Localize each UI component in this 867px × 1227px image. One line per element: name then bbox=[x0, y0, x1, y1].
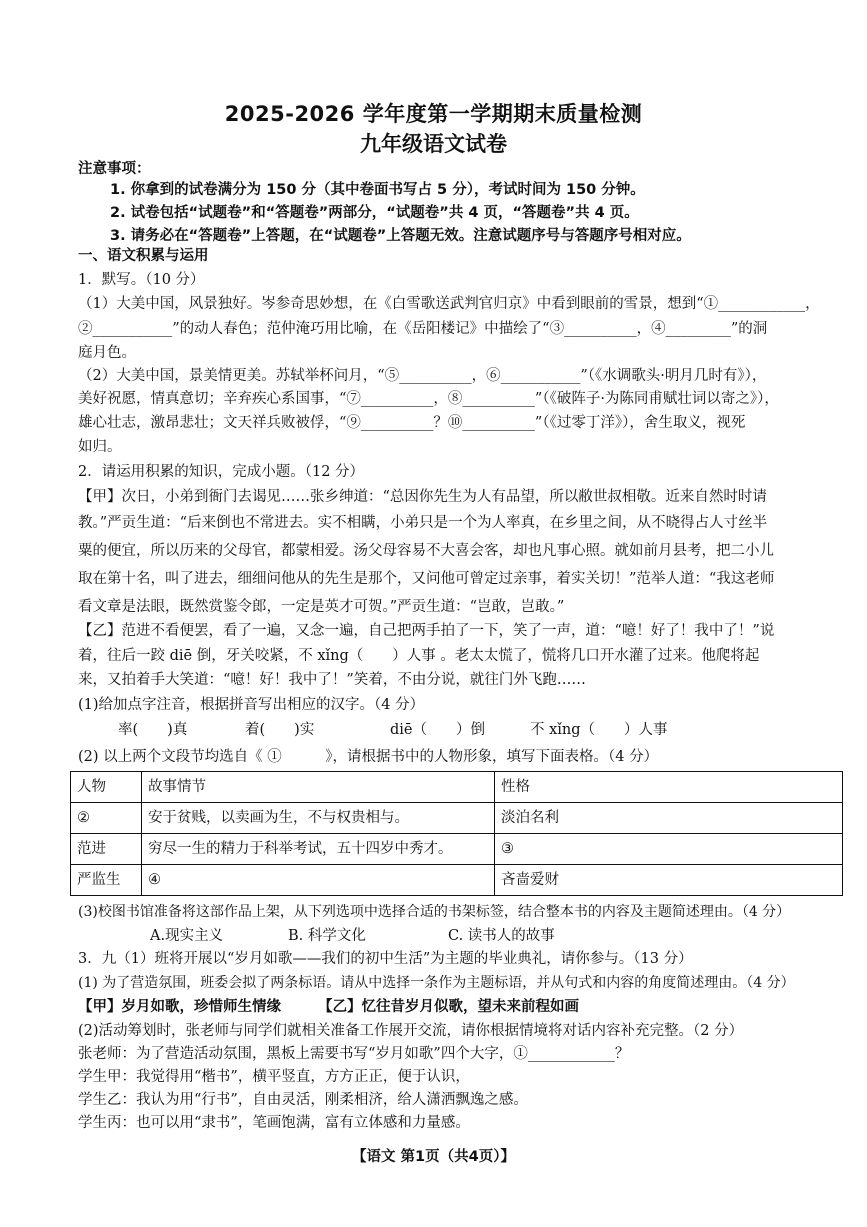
table-header-cell: 性格 bbox=[495, 772, 843, 803]
pinyin-item: 着( )实 bbox=[245, 722, 315, 738]
passage-line: 取在第十名，叫了进去，细细问他从的先生是那个，又问他可曾定过亲事，着实关切！”范举人道：“我这老师 bbox=[78, 571, 775, 587]
dialogue-line: 学生丙：也可以用“隶书”，笔画饱满，富有立体感和力量感。 bbox=[78, 1115, 470, 1131]
passage-line: 来，又拍着手大笑道：“噫！好！我中了！”笑着，不由分说，就往门外飞跑…… bbox=[78, 672, 586, 688]
option-item: A.现实主义 bbox=[150, 928, 224, 944]
table-cell: 范进 bbox=[71, 834, 142, 865]
table-cell: ④ bbox=[142, 865, 495, 896]
table-cell: 淡泊名利 bbox=[495, 803, 843, 834]
slogan-item: 【甲】岁月如歌，珍惜师生情缘 bbox=[78, 998, 281, 1015]
exam-subtitle: 九年级语文试卷 bbox=[360, 132, 507, 156]
dialogue-line: 张老师：为了营造活动氛围，黑板上需要书写“岁月如歌”四个大字，①____________？ bbox=[78, 1046, 630, 1062]
character-table bbox=[70, 771, 843, 896]
passage-line: 着，往后一跤 diē 倒，牙关咬紧，不 xǐng（ ）人事 。老太太慌了，慌将几口开水灌了过来。他爬将起 bbox=[78, 648, 760, 664]
page-footer: 【语文 第1页（共4页）】 bbox=[352, 1149, 515, 1165]
dialogue-line: 学生甲：我觉得用“楷书”，横平竖直，方方正正，便于认识， bbox=[78, 1069, 470, 1085]
option-item: B. 科学文化 bbox=[288, 928, 366, 944]
dialogue-line: 学生乙：我认为用“行书”，自由灵活，刚柔相济，给人潇洒飘逸之感。 bbox=[78, 1092, 528, 1108]
table-cell: ③ bbox=[495, 834, 843, 865]
pinyin-item: diē（ ）倒 bbox=[390, 722, 486, 738]
exam-title: 2025-2026 学年度第一学期期末质量检测 bbox=[224, 102, 643, 126]
question-line: 庭月色。 bbox=[78, 345, 136, 361]
subquestion: (3)校图书馆准备将这部作品上架，从下列选项中选择合适的书架标签，结合整本书的内容及主题简述理由。（4 分） bbox=[78, 904, 791, 920]
passage-line: 【乙】范进不看便罢，看了一遍，又念一遍，自己把两手拍了一下，笑了一声，道：“噫！好了！我中了！”说 bbox=[78, 623, 775, 639]
question-line: （2）大美中国，景美情更美。苏轼举杯问月，“⑤__________，⑥___________”（《水调歌头·明月几时有》）， bbox=[78, 368, 767, 384]
question-line: ②___________”的动人春色；范仲淹巧用比喻，在《岳阳楼记》中描绘了“③__________，④_________”的洞 bbox=[78, 321, 768, 337]
slogan-item: 【乙】忆往昔岁月似歌，望未来前程如画 bbox=[318, 998, 579, 1015]
table-cell: ② bbox=[71, 803, 142, 834]
question-title: 1．默写。（10 分） bbox=[78, 272, 205, 288]
passage-line: 看文章是法眼，既然赏鉴令郎，一定是英才可贺。”严贡生道：“岂敢，岂敢。” bbox=[78, 599, 565, 615]
subquestion: (1) 为了营造氛围，班委会拟了两条标语。请从中选择一条作为主题标语，并从句式和内容的角度简述理由。（4 分） bbox=[78, 975, 795, 991]
table-cell: 安于贫贱，以卖画为生，不与权贵相与。 bbox=[142, 803, 495, 834]
table-header-row bbox=[71, 772, 843, 803]
section-heading: 一、语文积累与运用 bbox=[78, 248, 209, 264]
table-cell: 严监生 bbox=[71, 865, 142, 896]
table-row bbox=[71, 803, 843, 834]
table-cell: 吝啬爱财 bbox=[495, 865, 843, 896]
option-item: C. 读书人的故事 bbox=[448, 928, 555, 944]
notice-item: 3. 请务必在“答题卷”上答题，在“试题卷”上答题无效。注意试题序号与答题序号相对应。 bbox=[110, 228, 691, 244]
question-title: 3．九（1）班将开展以“岁月如歌——我们的初中生活”为主题的毕业典礼，请你参与。（13 分） bbox=[78, 951, 693, 967]
pinyin-item: 不 xǐng（ ）人事 bbox=[530, 722, 668, 738]
table-row bbox=[71, 834, 843, 865]
question-title: 2．请运用积累的知识，完成小题。（12 分） bbox=[78, 464, 365, 480]
table-row bbox=[71, 865, 843, 896]
table-header-cell: 人物 bbox=[71, 772, 142, 803]
notice-item: 1. 你拿到的试卷满分为 150 分（其中卷面书写占 5 分），考试时间为 150 分钟。 bbox=[110, 182, 645, 198]
question-line: 美好祝愿，情真意切；辛弃疾心系国事，“⑦__________，⑧__________”（《破阵子·为陈同甫赋壮词以寄之》）， bbox=[78, 391, 779, 407]
question-line: 如归。 bbox=[78, 439, 122, 455]
subquestion: (1)给加点字注音，根据拼音写出相应的汉字。（4 分） bbox=[78, 697, 425, 713]
subquestion: (2)活动筹划时，张老师与同学们就相关准备工作展开交流，请你根据情境将对话内容补充完整。（2 分） bbox=[78, 1023, 744, 1039]
pinyin-item: 率( )真 bbox=[118, 722, 188, 738]
notice-heading: 注意事项： bbox=[78, 161, 151, 177]
passage-line: 教。”严贡生道：“后来倒也不常进去。实不相瞒，小弟只是一个为人率真，在乡里之间，从不晓得占人寸丝半 bbox=[78, 515, 768, 531]
passage-line: 粟的便宜，所以历来的父母官，都蒙相爱。汤父母容易不大喜会客，却也凡事心照。就如前月县考，把二小儿 bbox=[78, 543, 774, 559]
question-line: （1）大美中国，风景独好。岑参奇思妙想，在《白雪歌送武判官归京》中看到眼前的雪景，想到“①____________， bbox=[78, 296, 820, 312]
subquestion: (2) 以上两个文段节均选自《 ① 》，请根据书中的人物形象，填写下面表格。（4 分） bbox=[78, 749, 659, 765]
question-line: 雄心壮志，激昂悲壮；文天祥兵败被俘，“⑨__________？⑩__________”（《过零丁洋》），舍生取义，视死 bbox=[78, 415, 746, 431]
notice-item: 2. 试卷包括“试题卷”和“答题卷”两部分，“试题卷”共 4 页，“答题卷”共 4 页。 bbox=[110, 205, 639, 221]
table-header-cell: 故事情节 bbox=[142, 772, 495, 803]
table-cell: 穷尽一生的精力于科举考试，五十四岁中秀才。 bbox=[142, 834, 495, 865]
passage-line: 【甲】次日，小弟到衙门去谒见……张乡绅道：“总因你先生为人有品望，所以敝世叔相敬。近来自然时时请 bbox=[78, 489, 767, 505]
